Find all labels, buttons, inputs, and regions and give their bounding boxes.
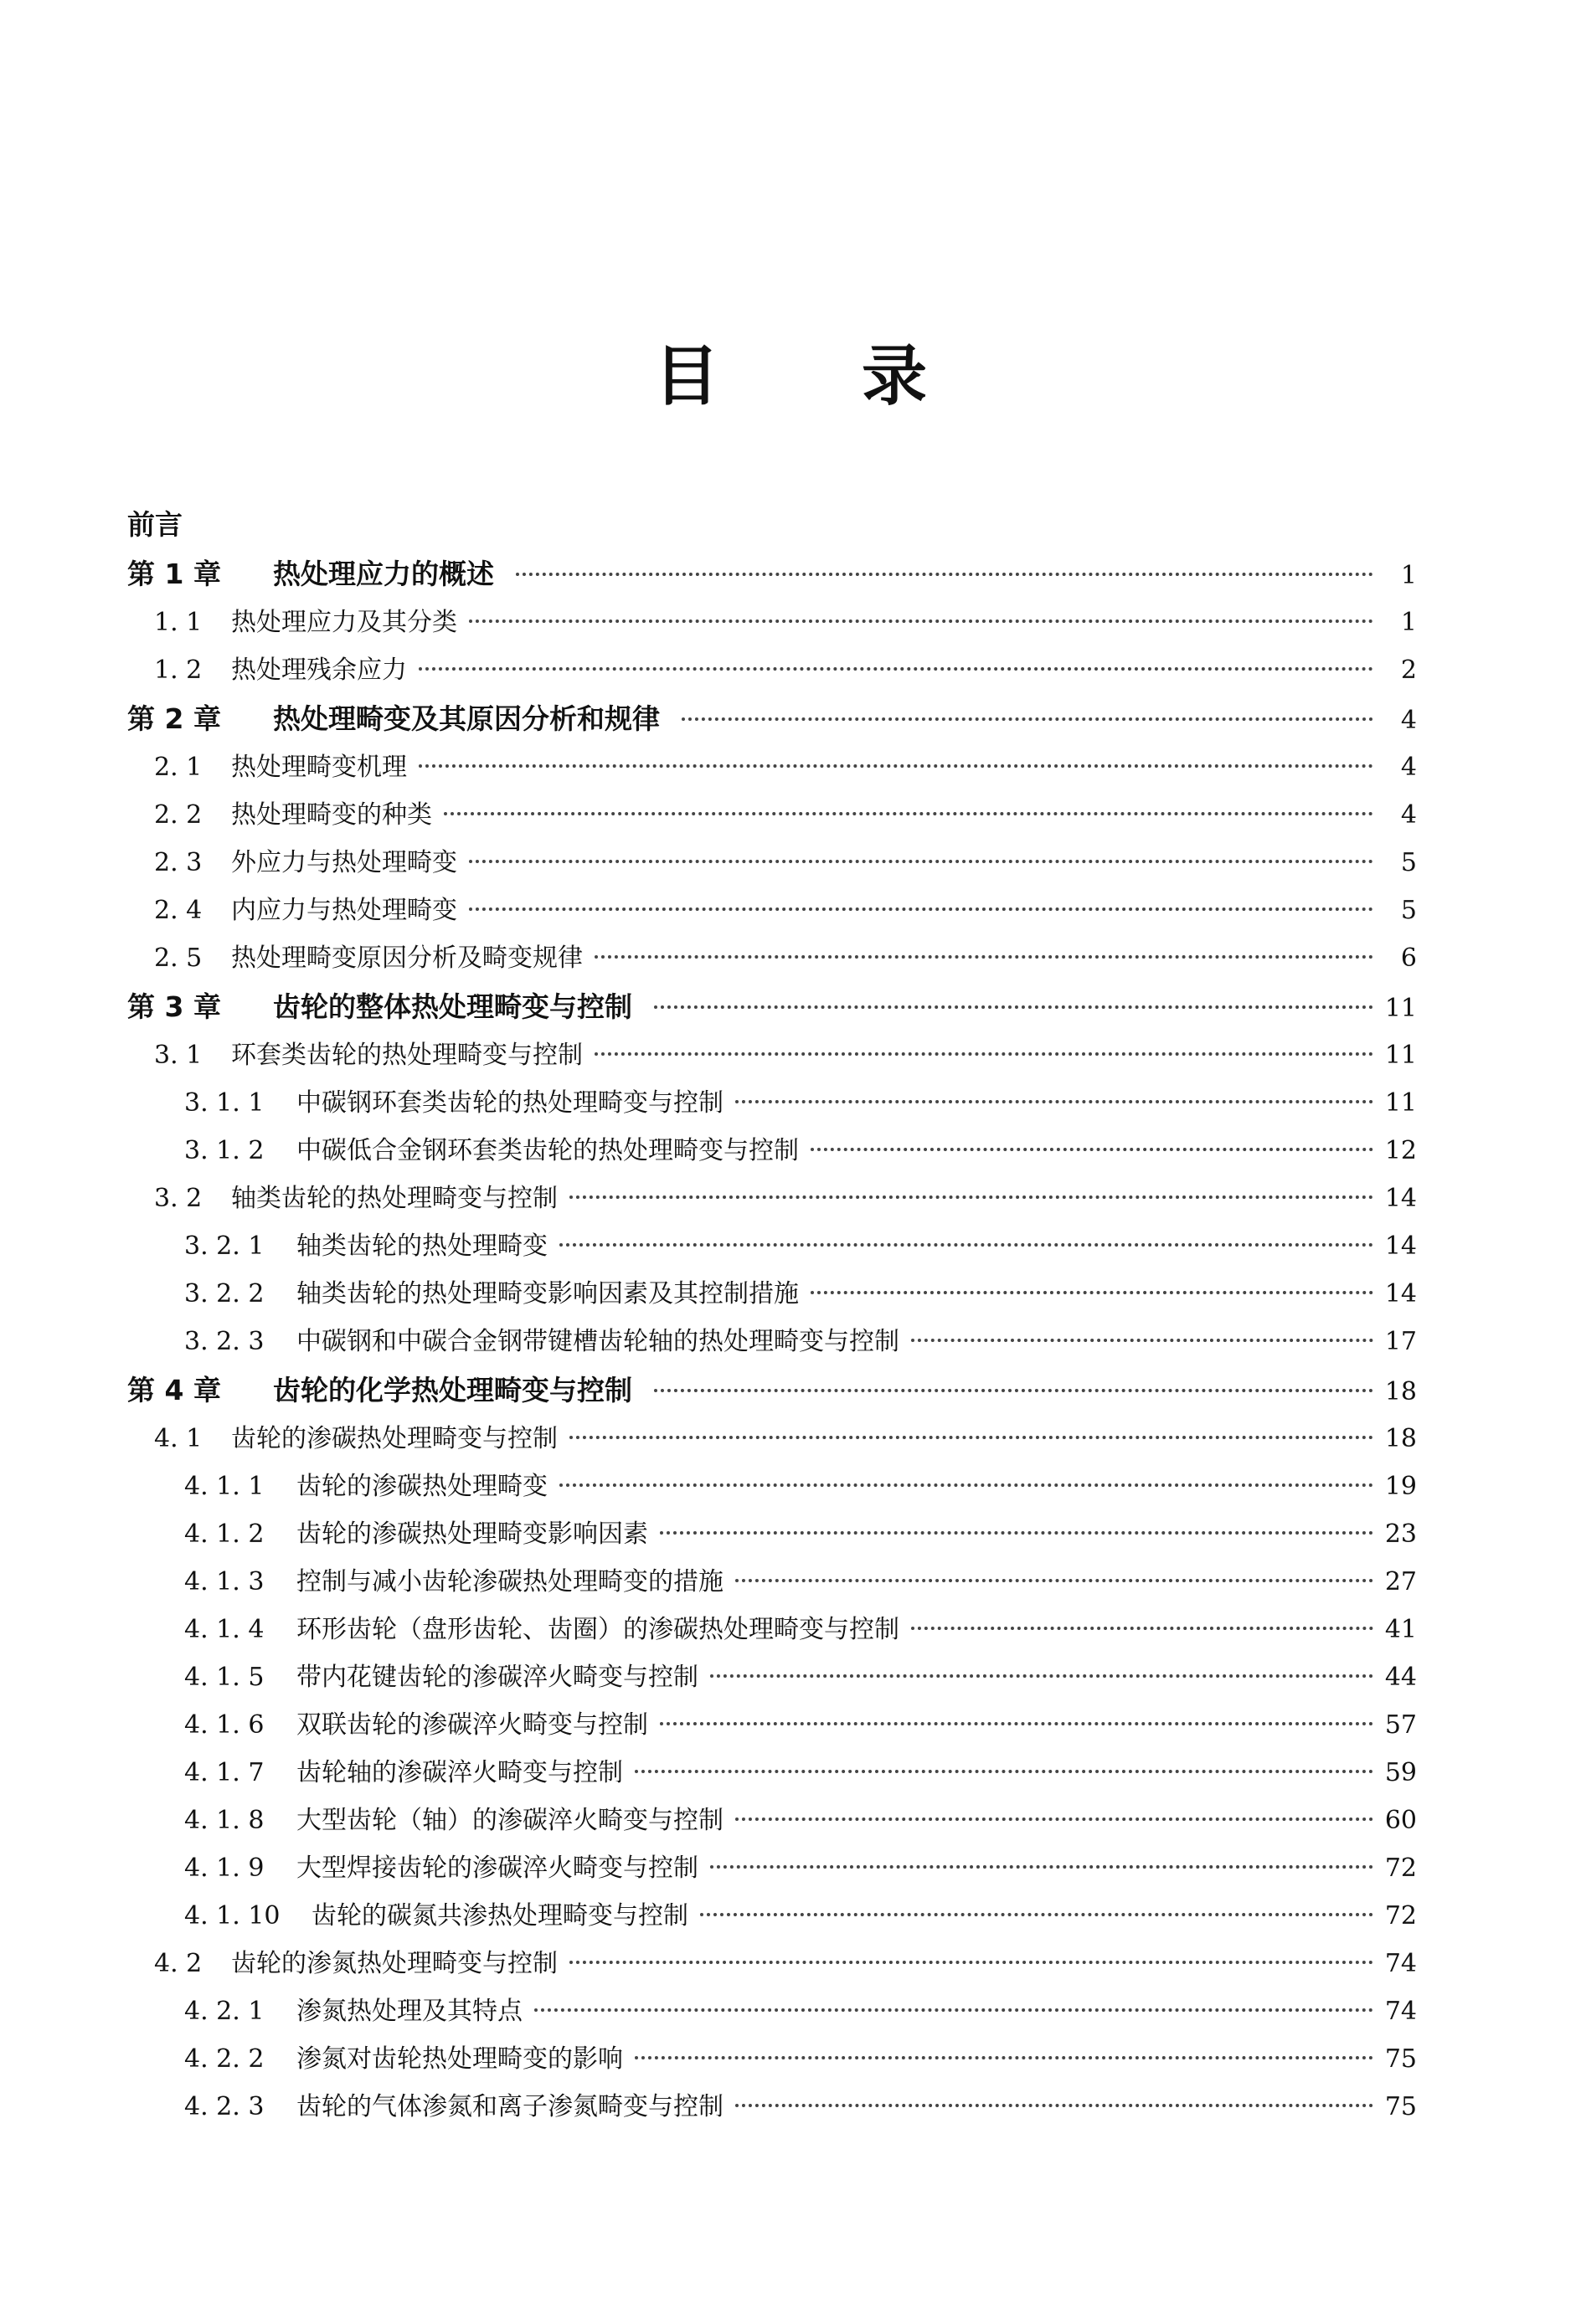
toc-entry-page: 5 <box>1400 896 1417 925</box>
toc-entry-title: 渗氮对齿轮热处理畸变的影响 <box>296 2044 623 2074</box>
toc-entry-number: 4. 1. 6 <box>184 1710 265 1740</box>
dot-leader <box>911 1627 1373 1630</box>
toc-entry-number: 2. 2 <box>154 800 203 830</box>
toc-entry-title: 齿轮的渗碳热处理畸变 <box>296 1472 548 1501</box>
toc-entry-title: 齿轮轴的渗碳淬火畸变与控制 <box>296 1758 623 1787</box>
toc-entry-number: 3. 1. 1 <box>184 1088 265 1118</box>
toc-section[interactable] <box>127 1175 1417 1222</box>
toc-entry-number: 第 3 章 <box>127 990 221 1023</box>
toc-entry-number: 2. 1 <box>154 753 203 782</box>
toc-entry-page: 41 <box>1384 1615 1417 1644</box>
toc-entry-number: 4. 1. 8 <box>184 1806 265 1835</box>
dot-leader <box>811 1291 1373 1294</box>
toc-entry-number: 2. 3 <box>154 848 203 877</box>
dot-leader <box>682 717 1373 721</box>
toc-entry-title: 齿轮的气体渗氮和离子渗氮畸变与控制 <box>296 2092 724 2121</box>
toc-entry-page: 11 <box>1384 1088 1417 1118</box>
toc-entry-number: 第 2 章 <box>127 702 221 735</box>
dot-leader <box>660 1531 1373 1535</box>
toc-subsection[interactable] <box>127 1749 1417 1797</box>
toc-entry-title: 中碳钢和中碳合金钢带键槽齿轮轴的热处理畸变与控制 <box>296 1327 899 1356</box>
dot-leader <box>635 1770 1373 1773</box>
dot-leader <box>444 812 1373 815</box>
toc-subsection[interactable] <box>127 1463 1417 1510</box>
toc-entry-number: 1. 2 <box>154 656 203 685</box>
toc-chapter[interactable] <box>127 982 1417 1031</box>
dot-leader <box>654 1005 1373 1009</box>
toc-entry-page: 6 <box>1400 943 1417 973</box>
toc-section[interactable] <box>127 839 1417 887</box>
toc-entry-page: 60 <box>1384 1806 1417 1835</box>
page-title-left: 目 <box>653 339 719 414</box>
dot-leader <box>595 955 1373 959</box>
toc-entry-number: 4. 1. 4 <box>184 1615 265 1644</box>
dot-leader <box>516 573 1373 576</box>
toc-chapter[interactable] <box>127 694 1417 743</box>
toc-section[interactable] <box>127 791 1417 839</box>
toc-entry-number: 4. 1. 1 <box>184 1472 265 1501</box>
toc-entry-page: 44 <box>1384 1663 1417 1692</box>
toc-entry-number: 4. 1. 9 <box>184 1854 265 1883</box>
toc-entry-number: 4. 1. 10 <box>184 1901 281 1931</box>
toc-entry-number: 4. 1. 2 <box>184 1519 265 1549</box>
toc-entry-page: 72 <box>1384 1854 1417 1883</box>
toc-entry-title: 环形齿轮（盘形齿轮、齿圈）的渗碳热处理畸变与控制 <box>296 1615 899 1644</box>
toc-subsection[interactable] <box>127 1844 1417 1892</box>
toc-preface[interactable] <box>127 500 1417 549</box>
toc-entry-page: 27 <box>1384 1567 1417 1596</box>
dot-leader <box>559 1243 1373 1247</box>
toc-entry-number: 2. 5 <box>154 943 203 973</box>
toc-entry-number: 4. 1. 7 <box>184 1758 265 1787</box>
toc-entry-title: 中碳钢环套类齿轮的热处理畸变与控制 <box>296 1088 724 1118</box>
toc-subsection[interactable] <box>127 1987 1417 2035</box>
toc-entry-number: 3. 1 <box>154 1041 203 1070</box>
toc-subsection[interactable] <box>127 1079 1417 1127</box>
toc-entry-title: 大型焊接齿轮的渗碳淬火畸变与控制 <box>296 1854 698 1883</box>
dot-leader <box>735 1100 1373 1103</box>
toc-entry-page: 1 <box>1400 608 1417 637</box>
dot-leader <box>654 1389 1373 1392</box>
toc-subsection[interactable] <box>127 1318 1417 1365</box>
toc-entry-number: 3. 2. 1 <box>184 1231 265 1261</box>
toc-entry-number: 4. 2 <box>154 1949 203 1978</box>
toc-entry-title: 热处理应力的概述 <box>273 558 494 590</box>
toc-section[interactable] <box>127 1031 1417 1079</box>
dot-leader <box>735 2104 1373 2107</box>
toc-entry-title: 外应力与热处理畸变 <box>231 848 457 877</box>
dot-leader <box>559 1483 1373 1487</box>
toc-subsection[interactable] <box>127 1701 1417 1749</box>
dot-leader <box>811 1148 1373 1151</box>
toc-entry-title: 齿轮的整体热处理畸变与控制 <box>273 990 632 1023</box>
toc-section[interactable] <box>127 599 1417 646</box>
toc-entry-page: 74 <box>1384 1997 1417 2026</box>
dot-leader <box>660 1722 1373 1725</box>
toc-entry-number: 第 4 章 <box>127 1374 221 1406</box>
toc-entry-number: 4. 2. 1 <box>184 1997 265 2026</box>
dot-leader <box>710 1865 1373 1869</box>
toc-entry-number: 3. 2. 3 <box>184 1327 265 1356</box>
toc-entry-title: 带内花键齿轮的渗碳淬火畸变与控制 <box>296 1663 698 1692</box>
toc-entry-title: 控制与减小齿轮渗碳热处理畸变的措施 <box>296 1567 724 1596</box>
toc-entry-page: 4 <box>1400 800 1417 830</box>
toc-entry-page: 57 <box>1384 1710 1417 1740</box>
toc-entry-page: 14 <box>1384 1184 1417 1213</box>
toc-entry-title: 热处理残余应力 <box>231 656 407 685</box>
toc-entry-page: 74 <box>1384 1949 1417 1978</box>
toc-entry-page: 75 <box>1384 2092 1417 2121</box>
toc-entry-title: 双联齿轮的渗碳淬火畸变与控制 <box>296 1710 648 1740</box>
toc-entry-number: 3. 2 <box>154 1184 203 1213</box>
dot-leader <box>635 2056 1373 2059</box>
dot-leader <box>735 1818 1373 1821</box>
toc-entry-title: 渗氮热处理及其特点 <box>296 1997 523 2026</box>
toc-entry-number: 4. 2. 3 <box>184 2092 265 2121</box>
toc-section[interactable] <box>127 743 1417 791</box>
toc-entry-page: 12 <box>1384 1136 1417 1165</box>
dot-leader <box>469 860 1373 863</box>
toc-entry-page: 23 <box>1384 1519 1417 1549</box>
toc-entry-page: 18 <box>1384 1377 1417 1406</box>
toc-entry-title: 齿轮的渗碳热处理畸变与控制 <box>231 1424 558 1453</box>
dot-leader <box>595 1052 1373 1056</box>
dot-leader <box>911 1339 1373 1342</box>
toc-entry-page: 19 <box>1384 1472 1417 1501</box>
toc-chapter[interactable] <box>127 549 1417 599</box>
toc-entry-page: 17 <box>1384 1327 1417 1356</box>
toc-entry-number: 4. 2. 2 <box>184 2044 265 2074</box>
toc-chapter[interactable] <box>127 1365 1417 1415</box>
dot-leader <box>569 1195 1373 1199</box>
dot-leader <box>569 1436 1373 1439</box>
toc-entry-number: 4. 1. 3 <box>184 1567 265 1596</box>
toc-entry-title: 轴类齿轮的热处理畸变 <box>296 1231 548 1261</box>
dot-leader <box>534 2008 1373 2012</box>
toc-preface-label: 前言 <box>127 508 183 541</box>
toc-subsection[interactable] <box>127 1127 1417 1175</box>
page-title-right: 录 <box>862 339 928 414</box>
toc-entry-title: 热处理畸变及其原因分析和规律 <box>273 702 660 735</box>
toc-entry-title: 热处理畸变原因分析及畸变规律 <box>231 943 583 973</box>
toc-section[interactable] <box>127 934 1417 982</box>
toc-entry-title: 热处理畸变的种类 <box>231 800 432 830</box>
dot-leader <box>419 667 1373 671</box>
toc-entry-title: 环套类齿轮的热处理畸变与控制 <box>231 1041 583 1070</box>
toc-entry-page: 14 <box>1384 1279 1417 1309</box>
toc-subsection[interactable] <box>127 1510 1417 1558</box>
toc-entry-page: 75 <box>1384 2044 1417 2074</box>
toc-entry-page: 1 <box>1400 561 1417 590</box>
toc-subsection[interactable] <box>127 1892 1417 1940</box>
toc-entry-title: 热处理应力及其分类 <box>231 608 457 637</box>
dot-leader <box>700 1913 1373 1916</box>
toc-entry-number: 4. 1 <box>154 1424 203 1453</box>
toc-subsection[interactable] <box>127 2083 1417 2131</box>
toc-subsection[interactable] <box>127 1558 1417 1606</box>
dot-leader <box>710 1674 1373 1678</box>
toc-entry-title: 大型齿轮（轴）的渗碳淬火畸变与控制 <box>296 1806 724 1835</box>
toc-entry-page: 11 <box>1384 1041 1417 1070</box>
toc-subsection[interactable] <box>127 1653 1417 1701</box>
toc-subsection[interactable] <box>127 1606 1417 1653</box>
toc-entry-title: 齿轮的渗碳热处理畸变影响因素 <box>296 1519 648 1549</box>
toc-subsection[interactable] <box>127 1797 1417 1844</box>
dot-leader <box>569 1961 1373 1964</box>
toc-entry-number: 3. 1. 2 <box>184 1136 265 1165</box>
toc-entry-number: 第 1 章 <box>127 558 221 590</box>
toc-entry-number: 4. 1. 5 <box>184 1663 265 1692</box>
toc-entry-number: 2. 4 <box>154 896 203 925</box>
table-of-contents <box>127 500 1417 2131</box>
toc-entry-page: 72 <box>1384 1901 1417 1931</box>
toc-subsection[interactable] <box>127 2035 1417 2083</box>
toc-entry-title: 热处理畸变机理 <box>231 753 407 782</box>
toc-entry-page: 18 <box>1384 1424 1417 1453</box>
toc-entry-page: 4 <box>1400 753 1417 782</box>
toc-entry-title: 轴类齿轮的热处理畸变与控制 <box>231 1184 558 1213</box>
toc-entry-title: 中碳低合金钢环套类齿轮的热处理畸变与控制 <box>296 1136 799 1165</box>
toc-section[interactable] <box>127 887 1417 934</box>
toc-section[interactable] <box>127 1415 1417 1463</box>
toc-entry-number: 1. 1 <box>154 608 203 637</box>
toc-section[interactable] <box>127 646 1417 694</box>
toc-subsection[interactable] <box>127 1222 1417 1270</box>
page-title <box>0 335 1581 419</box>
toc-entry-page: 14 <box>1384 1231 1417 1261</box>
toc-entry-page: 5 <box>1400 848 1417 877</box>
toc-entry-title: 内应力与热处理畸变 <box>231 896 457 925</box>
toc-entries <box>127 549 1417 2131</box>
dot-leader <box>735 1579 1373 1582</box>
dot-leader <box>469 620 1373 623</box>
toc-subsection[interactable] <box>127 1270 1417 1318</box>
toc-entry-title: 齿轮的碳氮共渗热处理畸变与控制 <box>312 1901 688 1931</box>
toc-entry-title: 齿轮的化学热处理畸变与控制 <box>273 1374 632 1406</box>
toc-entry-page: 4 <box>1400 706 1417 735</box>
toc-entry-page: 11 <box>1384 994 1417 1023</box>
toc-entry-page: 2 <box>1400 656 1417 685</box>
toc-section[interactable] <box>127 1940 1417 1987</box>
toc-entry-number: 3. 2. 2 <box>184 1279 265 1309</box>
dot-leader <box>419 764 1373 768</box>
toc-entry-title: 齿轮的渗氮热处理畸变与控制 <box>231 1949 558 1978</box>
dot-leader <box>469 907 1373 911</box>
toc-entry-title: 轴类齿轮的热处理畸变影响因素及其控制措施 <box>296 1279 799 1309</box>
toc-entry-page: 59 <box>1384 1758 1417 1787</box>
